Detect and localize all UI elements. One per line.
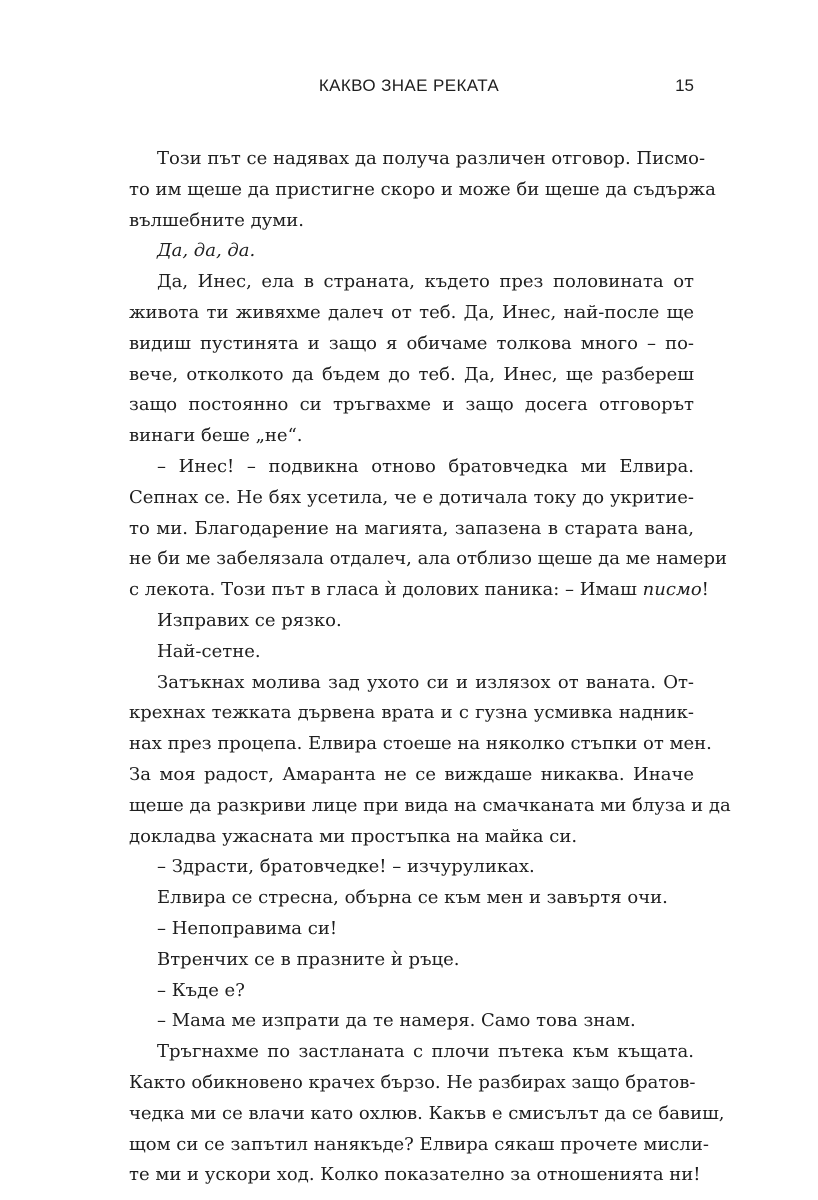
text-line	[129, 945, 694, 976]
text-line	[129, 1006, 694, 1037]
text-line-content: Затъкнах молива зад ухото си и излязох от ваната. От-	[157, 671, 694, 693]
text-line-content: щеше да разкриви лице при вида на смачканата ми блуза и да	[129, 794, 731, 816]
text-line-content: вълшебните думи.	[129, 209, 304, 231]
text-line-content: – Къде е?	[157, 979, 245, 1001]
text-line	[129, 206, 694, 237]
text-line	[129, 390, 694, 421]
text-line-content: живота ти живяхме далеч от теб. Да, Инес, най-после ще	[129, 301, 694, 323]
text-line-content: Както обикновено крачех бързо. Не разбирах защо братов-	[129, 1071, 696, 1093]
text-line-content: защо постоянно си тръгвахме и защо досега отговорът	[129, 394, 694, 416]
text-line	[129, 175, 716, 206]
text-line	[129, 360, 694, 391]
text-line	[129, 976, 694, 1007]
text-line	[129, 698, 694, 729]
text-line	[129, 914, 694, 945]
text-line	[129, 883, 694, 914]
text-line	[129, 483, 694, 514]
text-line	[129, 637, 694, 668]
text-line-content: крехнах тежката дървена врата и с гузна усмивка надник-	[129, 702, 694, 724]
text-line-content: – Непоправима си!	[157, 917, 338, 939]
text-line-content: видиш пустинята и защо я обичаме толкова много – по-	[129, 332, 694, 354]
text-line	[129, 267, 694, 298]
text-line-content: то ми. Благодарение на магията, запазена в старата вана,	[129, 517, 694, 539]
text-line-content: докладва ужасната ми простъпка на майка си.	[129, 825, 578, 847]
text-line	[129, 606, 694, 637]
page-number: 15	[675, 76, 694, 95]
text-line	[129, 575, 709, 606]
text-line	[129, 514, 694, 545]
text-line-content: Тръгнахме по застланата с плочи пътека към къщата.	[157, 1041, 694, 1063]
text-line-content: Елвира се стресна, обърна се към мен и завъртя очи.	[157, 887, 668, 909]
text-line	[129, 852, 694, 883]
text-line-content: – Инес! – подвикна отново братовчедка ми Елвира.	[157, 455, 694, 477]
text-line-content: щом си се запътил нанякъде? Елвира сякаш прочете мисли-	[129, 1133, 709, 1155]
text-line	[129, 144, 706, 175]
text-line	[129, 1037, 694, 1068]
running-head	[0, 74, 818, 98]
text-line	[129, 452, 694, 483]
text-line	[129, 822, 694, 853]
emphasized-word: писмо	[642, 579, 702, 601]
text-line-content: За моя радост, Амаранта не се виждаше никаква. Иначе	[129, 763, 694, 785]
text-line	[129, 236, 694, 267]
text-line-content: Най-сетне.	[157, 640, 261, 662]
text-line	[129, 1068, 694, 1099]
text-line-content: то им щеше да пристигне скоро и може би щеше да съдържа	[129, 178, 716, 200]
text-line	[129, 1160, 701, 1191]
text-line-content: чедка ми се влачи като охлюв. Какъв е смисълът да се бавиш,	[129, 1102, 725, 1124]
text-line-content: с лекота. Този път в гласа ѝ долових паника: – Имаш	[129, 579, 637, 601]
text-line-content: Изправих се рязко.	[157, 609, 342, 631]
text-line-content: вече, отколкото да бъдем до теб. Да, Инес, ще разбереш	[129, 363, 694, 385]
text-line-content: – Мама ме изпрати да те намеря. Само това знам.	[157, 1010, 636, 1032]
trailing-punctuation: !	[701, 579, 709, 601]
text-line-content: Да, Инес, ела в страната, където през половината от	[157, 271, 694, 293]
text-line	[129, 329, 694, 360]
text-line	[129, 544, 727, 575]
text-line	[129, 1099, 725, 1130]
book-title: КАКВО ЗНАЕ РЕКАТА	[318, 76, 500, 95]
text-line-content: не би ме забелязала отдалеч, ала отблизо щеше да ме намери	[129, 548, 727, 570]
text-line-content: винаги беше „не“.	[129, 425, 303, 447]
text-line	[129, 1130, 709, 1161]
text-line-content: Сепнах се. Не бях усетила, че е дотичала току до укритие-	[129, 486, 694, 508]
text-line	[129, 760, 694, 791]
text-line	[129, 668, 694, 699]
text-line-content: нах през процепа. Елвира стоеше на няколко стъпки от мен.	[129, 733, 712, 755]
text-line-content: – Здрасти, братовчедке! – изчуруликах.	[157, 856, 535, 878]
text-line-content: Втренчих се в празните ѝ ръце.	[157, 948, 460, 970]
body-text	[129, 144, 731, 1191]
text-line-content: Този път се надявах да получа различен отговор. Писмо-	[157, 148, 706, 169]
text-line	[129, 421, 694, 452]
text-line-content: Да, да, да.	[157, 240, 256, 262]
text-line	[129, 791, 731, 822]
text-line	[129, 729, 712, 760]
text-line-content: те ми и ускори ход. Колко показателно за отношенията ни!	[129, 1164, 701, 1186]
text-line	[129, 298, 694, 329]
